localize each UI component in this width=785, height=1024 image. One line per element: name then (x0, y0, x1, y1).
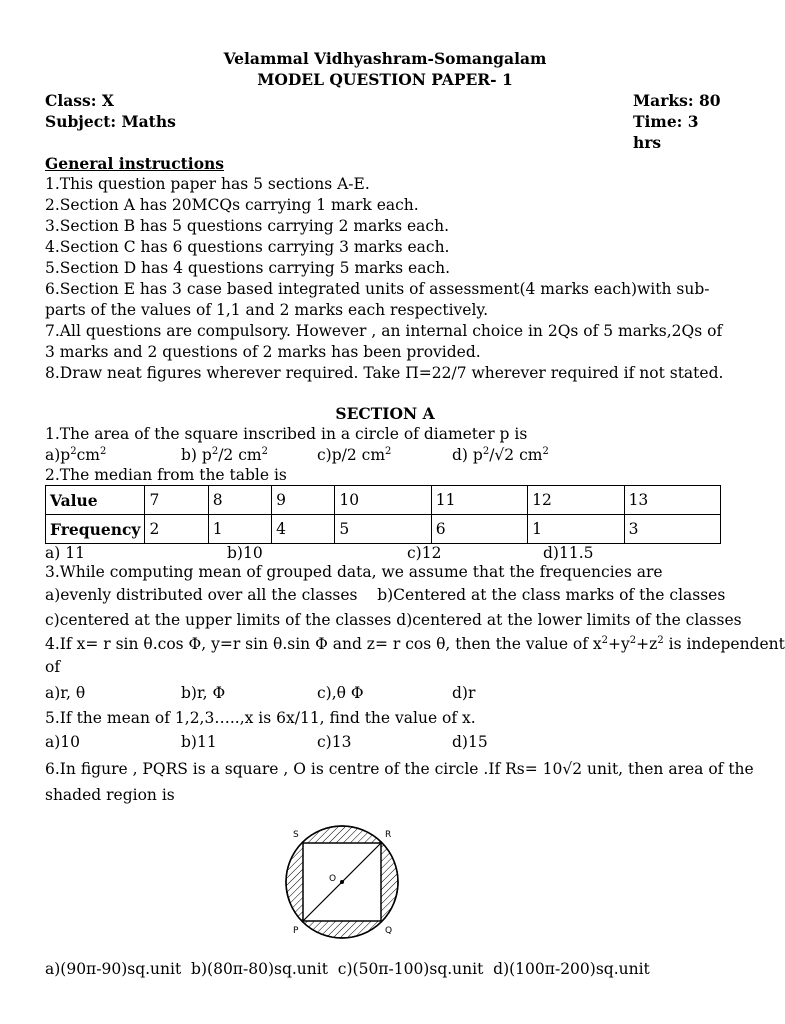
section-a-title: SECTION A (335, 404, 435, 423)
frequency-cell: 2 (145, 515, 208, 544)
q6-options: a)(90π-90)sq.unit b)(80π-80)sq.unit c)(50π-100)sq.unit d)(100π-200)sq.unit (45, 960, 650, 978)
frequency-cell: 3 (624, 515, 720, 544)
q5-option-d: d)15 (452, 733, 488, 751)
instruction-5: 5.Section D has 4 questions carrying 5 marks each. (45, 259, 451, 277)
table-row-frequencies (46, 515, 721, 544)
frequency-cell: 5 (335, 515, 431, 544)
instruction-4: 4.Section C has 6 questions carrying 3 marks each. (45, 238, 450, 256)
q1-text: 1.The area of the square inscribed in a circle of diameter p is (45, 425, 528, 443)
school-name: Velammal Vidhyashram-Somangalam (223, 49, 547, 68)
time-label: Time: 3 hrs (633, 112, 699, 152)
label-p: P (293, 926, 299, 936)
instruction-6: 6.Section E has 3 case based integrated units of assessment(4 marks each)with sub-parts of the values of 1,1 and 2 marks each respectively. (45, 280, 710, 319)
q6-figure (283, 825, 725, 953)
value-cell: 13 (624, 486, 720, 515)
q3-text: 3.While computing mean of grouped data, we assume that the frequencies are (45, 563, 663, 581)
q2-option-a: a) 11 (45, 544, 85, 562)
q2-option-d: d)11.5 (543, 544, 594, 562)
q5-option-a: a)10 (45, 733, 81, 751)
question-paper (45, 48, 785, 980)
q5-option-c: c)13 (317, 733, 352, 751)
q1-option-d: d) $p^2/√2$ $cm^2$ (452, 445, 549, 464)
q4-option-d: d)r (452, 684, 476, 702)
q4-options (45, 679, 725, 707)
q3-options-ab: a)evenly distributed over all the classes b)Centered at the class marks of the classes (45, 586, 726, 604)
value-cell: 10 (335, 486, 431, 515)
q5-text: 5.If the mean of 1,2,3…..,x is 6x/11, find the value of x. (45, 709, 476, 727)
q4-option-c: c),θ Φ (317, 684, 364, 702)
value-cell: 12 (528, 486, 624, 515)
q6-text: 6.In figure , PQRS is a square , O is centre of the circle .If Rs= 10√2 unit, then area of the (45, 760, 754, 778)
class-label: Class: X (45, 91, 114, 110)
q1-option-b: b) $p^2/2$ $cm^2$ (181, 445, 268, 464)
value-cell: 7 (145, 486, 208, 515)
q1-option-a: $a)p^2cm^2$ (45, 445, 107, 464)
frequency-cell: 4 (272, 515, 335, 544)
value-cell: 8 (208, 486, 271, 515)
q2-option-b: b)10 (227, 544, 263, 562)
q2-options (45, 545, 725, 562)
label-q: Q (385, 926, 393, 936)
value-cell: 11 (431, 486, 527, 515)
instruction-2: 2.Section A has 20MCQs carrying 1 mark each. (45, 196, 419, 214)
label-o: O (329, 874, 337, 884)
circle-square-diagram (283, 825, 413, 947)
q2-text: 2.The median from the table is (45, 466, 287, 484)
subject-label: Subject: Maths (45, 112, 176, 131)
value-header: Value (46, 486, 145, 515)
label-s: S (293, 830, 299, 840)
q4-option-a: a)r, θ (45, 684, 86, 702)
instruction-3: 3.Section B has 5 questions carrying 2 marks each. (45, 217, 450, 235)
q4-text: 4.If x= r sin θ.cos Φ, y=r sin θ.sin Φ and z= r cos θ, then the value of $x^2+y^2+z^2$ is independent (45, 634, 785, 653)
frequency-header: Frequency (46, 515, 145, 544)
instruction-7: 7.All questions are compulsory. However , an internal choice in 2Qs of 5 marks,2Qs of 3 marks and 2 questions of 2 marks has been provided. (45, 322, 723, 361)
q4-text-cont: of (45, 658, 61, 676)
q5-option-b: b)11 (181, 733, 217, 751)
q4-option-b: b)r, Φ (181, 684, 226, 702)
frequency-table (45, 485, 721, 544)
label-r: R (385, 830, 392, 840)
frequency-cell: 1 (528, 515, 624, 544)
q5-options (45, 729, 725, 755)
frequency-cell: 6 (431, 515, 527, 544)
instructions-title: General instructions (45, 154, 225, 173)
q3-options-cd: c)centered at the upper limits of the classes d)centered at the lower limits of the classes (45, 611, 742, 629)
instruction-8: 8.Draw neat figures wherever required. Take Π=22/7 wherever required if not stated. (45, 364, 724, 382)
table-row-values (46, 486, 721, 515)
frequency-cell: 1 (208, 515, 271, 544)
q6-text-cont: shaded region is (45, 786, 175, 804)
value-cell: 9 (272, 486, 335, 515)
marks-label: Marks: 80 (633, 91, 721, 110)
q1-options (45, 445, 725, 467)
class-marks-row (45, 90, 725, 111)
q1-option-c: c)p/2 $cm^2$ (317, 445, 392, 464)
centre-point (340, 880, 344, 884)
paper-title: MODEL QUESTION PAPER- 1 (257, 70, 513, 89)
subject-time-row (45, 111, 725, 153)
q2-option-c: c)12 (407, 544, 442, 562)
instruction-1: 1.This question paper has 5 sections A-E. (45, 175, 370, 193)
